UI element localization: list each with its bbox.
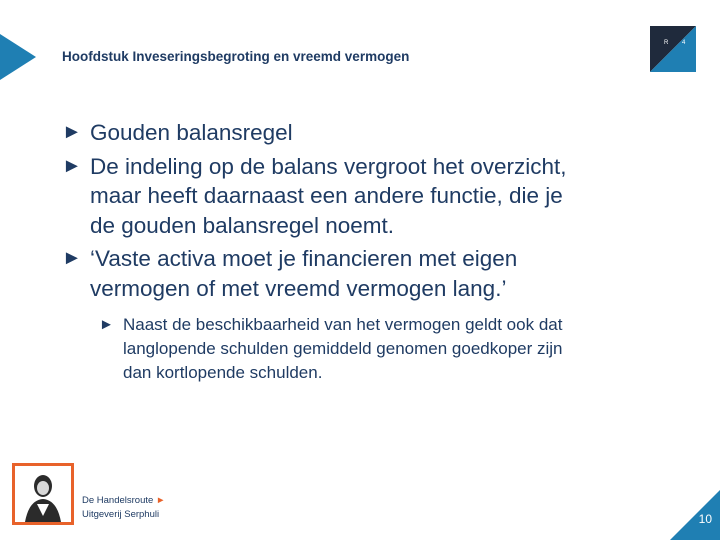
bullet-arrow-icon: ► [62,121,82,143]
sub-bullet-text-line: dan kortlopende schulden. [123,363,323,382]
bullet-text-line: maar heeft daarnaast een andere functie, die je [90,183,563,208]
sub-bullet-item [62,313,712,385]
bullet-text-line: De indeling op de balans vergroot het overzicht, [90,153,567,179]
sub-bullet-arrow-icon: ► [99,316,114,333]
publisher-name-text: De Handelsroute [82,495,154,506]
sub-bullet-text-line: Naast de beschikbaarheid van het vermogen geldt ook dat [123,315,563,334]
chapter-title: Hoofdstuk Inveseringsbegroting en vreemd vermogen [62,49,410,64]
publisher-name-line1 [82,495,165,506]
bullet-item [62,244,712,303]
bullet-arrow-icon: ► [62,247,82,269]
badge-letter-r: R [664,40,669,46]
bullet-item [62,118,712,148]
publisher-name-line2: Uitgeverij Serphuli [82,509,160,520]
chapter-badge-icon [650,26,696,72]
publisher-logo [12,463,74,525]
bullet-text: Gouden balansregel [90,120,293,145]
publisher-arrow-icon: ► [155,495,166,506]
bullet-arrow-icon: ► [62,154,82,177]
bullet-item [62,152,712,241]
bullet-text-line: de gouden balansregel noemt. [90,212,394,238]
bullet-text-line: ‘Vaste activa moet je financieren met eigen [90,246,518,271]
page-number-triangle [670,490,720,540]
bullet-list [62,118,712,385]
badge-letter-4: 4 [682,40,686,46]
page-number: 10 [698,512,712,526]
corner-triangle-decoration [0,34,36,80]
sub-bullet-text-line: langlopende schulden gemiddeld genomen goedkoper zijn [123,339,563,358]
bullet-text-line: vermogen of met vreemd vermogen lang.’ [90,275,507,301]
portrait-icon [15,466,71,522]
